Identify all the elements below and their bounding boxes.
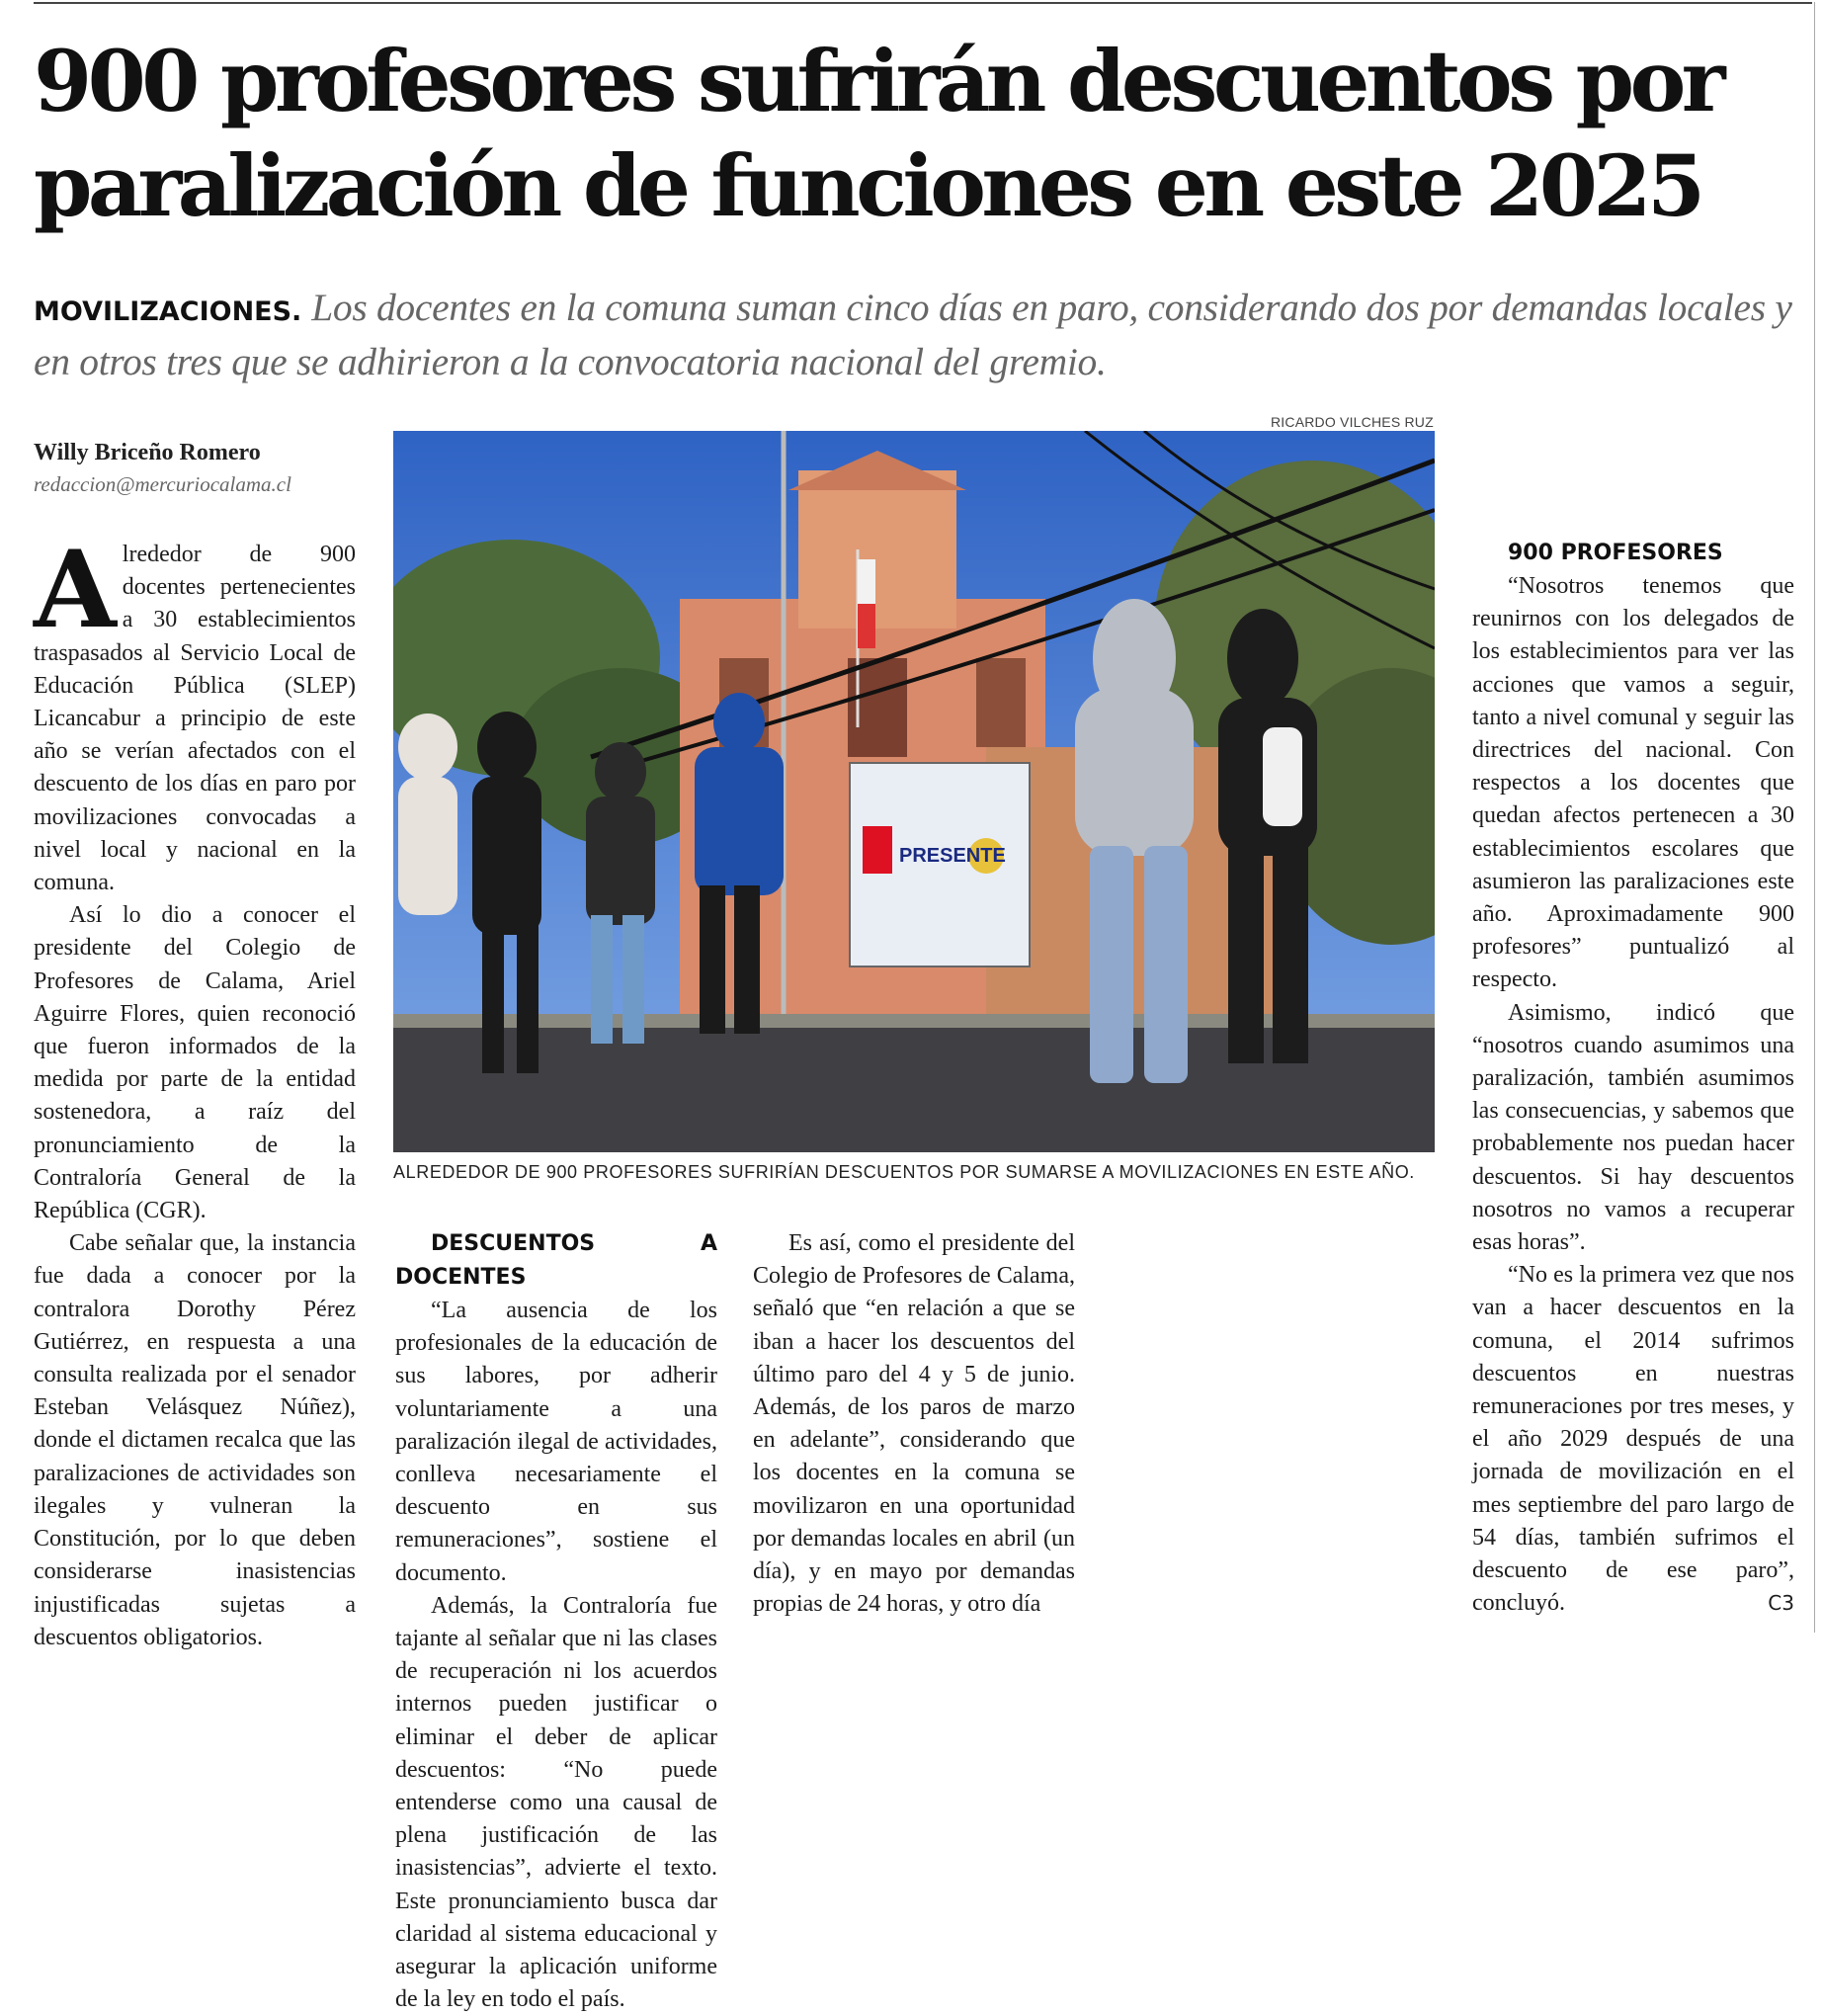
paragraph-9	[1472, 1259, 1794, 1620]
paragraph-2: Así lo dio a conocer el presidente del Colegio de Profesores de Calama, Ariel Aguirre Flores, quien reconoció que fueron informados de la medida por parte de la entidad sostenedora, a raíz del pronunciamiento de la Contraloría General de la República (CGR).	[34, 902, 356, 1224]
drop-cap: A	[34, 528, 117, 652]
paragraph-3: Cabe señalar que, la instancia fue dada a conocer por la contralora Dorothy Pérez Gutiérrez, en respuesta a una consulta realizada por el senador Esteban Velásquez Núñez), donde el dictamen recalca que las paralizaciones de actividades son ilegales y vulneran la Constitución, por lo que deben considerarse inasistencias injustificadas sujetas a descuentos obligatorios.	[34, 1230, 356, 1650]
headline: 900 profesores sufrirán descuentos por paralización de funciones en este 2025	[34, 33, 1722, 236]
paragraph-1-text: lrededor de 900 docentes pertenecientes a 30 establecimientos traspasados al Servicio Local de Educación Pública (SLEP) Licancabur a principio de este año se verían afectados con el descuento de los días en paro por movilizaciones convocadas a nivel local y nacional en la comuna.	[34, 542, 356, 896]
deck-kicker: MOVILIZACIONES.	[34, 296, 302, 327]
column-1	[34, 528, 356, 1654]
column-2	[395, 1227, 717, 2016]
photo-credit: RICARDO VILCHES RUZ	[1271, 414, 1434, 430]
photo-caption: ALREDEDOR DE 900 PROFESORES SUFRIRÍAN DESCUENTOS POR SUMARSE A MOVILIZACIONES EN ESTE AÑO.	[393, 1162, 1415, 1182]
byline-author: Willy Briceño Romero	[34, 440, 261, 465]
deck	[34, 283, 1802, 386]
deck-text: Los docentes en la comuna suman cinco días en paro, considerando dos por demandas locales y en otros tres que se adhirieron a la convocatoria nacional del gremio.	[34, 286, 1792, 383]
paragraph-1	[34, 528, 356, 899]
banner-text: PRESENTE	[899, 845, 1006, 867]
paragraph-8: Asimismo, indicó que “nosotros cuando asumimos una paralización, también asumimos las consecuencias, y sabemos que probablemente nos puedan hacer descuentos. Si hay descuentos nosotros no vamos a recuperar esas horas”.	[1472, 999, 1794, 1256]
paragraph-9-text: “No es la primera vez que nos van a hacer descuentos en la comuna, el 2014 sufrimos descuentos en nuestras remuneraciones por tres meses, y el año 2029 después de una jornada de movilización en el mes septiembre del paro largo de 54 días, también sufrimos el descuento de ese paro”, concluyó.	[1472, 1262, 1794, 1617]
column-5	[1472, 438, 1794, 1621]
byline-email: redaccion@mercuriocalama.cl	[34, 472, 291, 496]
paragraph-5: Además, la Contraloría fue tajante al señalar que ni las clases de recuperación ni los acuerdos internos pueden justificar o eliminar el deber de aplicar descuentos: “No puede entenderse como una causal de plena justificación de las inasistencias”, advierte el texto. Este pronunciamiento busca dar claridad al sistema educacional y asegurar la aplicación uniforme de la ley en todo el país.	[395, 1592, 717, 2013]
photo-illustration	[393, 431, 1435, 1152]
paragraph-7: “Nosotros tenemos que reunirnos con los delegados de los establecimientos para ver las acciones que vamos a seguir, tanto a nivel comunal y seguir las directrices del nacional. Con respectos a los docentes que quedan afectos pertenecen a 30 establecimientos escolares que asumieron las paralizaciones este año. Aproximadamente 900 profesores” puntualizó al respecto.	[1472, 573, 1794, 993]
paragraph-4: “La ausencia de los profesionales de la educación de sus labores, por adherir voluntariamente a una paralización ilegal de actividades, conlleva necesariamente el descuento en sus remuneraciones”, sostiene el documento.	[395, 1298, 717, 1586]
paragraph-6: Es así, como el presidente del Colegio de Profesores de Calama, señaló que “en relación a que se iban a hacer los descuentos del último paro del 4 y 5 de junio. Además, de los paros de marzo en adelante”, considerando que los docentes en la comuna se movilizaron en una oportunidad por demandas locales en abril (un día), y en mayo por demandas propias de 24 horas, y otro día	[753, 1230, 1075, 1618]
column-3	[753, 1227, 1075, 1621]
right-rule	[1814, 2, 1815, 1633]
end-mark: C3	[1768, 1591, 1794, 1616]
subhead-900-profesores: 900 PROFESORES	[1508, 541, 1723, 565]
news-photo	[393, 431, 1435, 1152]
subhead-descuentos: DESCUENTOS A DOCENTES	[395, 1231, 717, 1290]
top-rule	[34, 2, 1812, 4]
